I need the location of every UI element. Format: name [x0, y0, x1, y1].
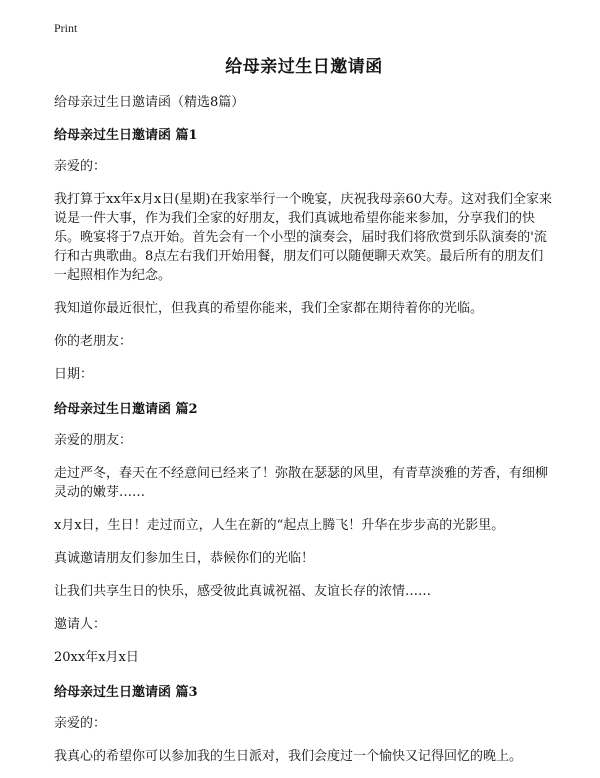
paragraph: 真诚邀请朋友们参加生日，恭候你们的光临！	[54, 551, 315, 566]
section-heading: 给母亲过生日邀请函 篇1	[54, 128, 198, 143]
paragraph: 我打算于xx年x月x日(星期)在我家举行一个晚宴，庆祝我母亲60大寿。这对我们全家来说是一件大事，作为我们全家的好朋友，我们真诚地希望你能来参加，分享我们的快乐。晚宴将于7点开始。首先会有一个小型的演奏会，届时我们将欣赏到乐队演奏的'流行和古典歌曲。8点左右我们开始用餐，朋友们可以随便聊天欢笑。最后所有的朋友们一起照相作为纪念。	[54, 192, 553, 283]
paragraph: 日期：	[54, 367, 94, 382]
section-1	[54, 124, 554, 384]
document-subtitle: 给母亲过生日邀请函（精选8篇）	[54, 95, 245, 110]
section-2	[54, 398, 554, 667]
print-label: Print	[54, 21, 78, 35]
paragraph: 我知道你最近很忙，但我真的希望你能来，我们全家都在期待着你的光临。	[54, 301, 484, 316]
paragraph: 我真心的希望你可以参加我的生日派对，我们会度过一个愉快又记得回忆的晚上。	[54, 749, 523, 764]
section-heading: 给母亲过生日邀请函 篇2	[54, 402, 198, 417]
paragraph: 走过严冬，春天在不经意间已经来了！弥散在瑟瑟的风里，有青草淡雅的芳香，有细柳灵动的嫩芽……	[54, 466, 549, 500]
paragraph: 你的老朋友：	[54, 334, 133, 349]
paragraph: 亲爱的：	[54, 159, 107, 174]
paragraph: 邀请人：	[54, 617, 107, 632]
paragraph: x月x日，生日！走过而立，人生在新的“起点上腾飞！升华在步步高的光影里。	[54, 518, 505, 533]
paragraph: 让我们共享生日的快乐，感受彼此真诚祝福、友谊长存的浓情……	[54, 584, 432, 599]
paragraph: 亲爱的朋友：	[54, 433, 133, 448]
section-heading: 给母亲过生日邀请函 篇3	[54, 685, 198, 700]
paragraph: 20xx年x月x日	[54, 650, 139, 665]
paragraph: 亲爱的：	[54, 716, 107, 731]
document-body	[54, 52, 554, 778]
document-title: 给母亲过生日邀请函	[225, 57, 383, 77]
section-3	[54, 681, 554, 766]
